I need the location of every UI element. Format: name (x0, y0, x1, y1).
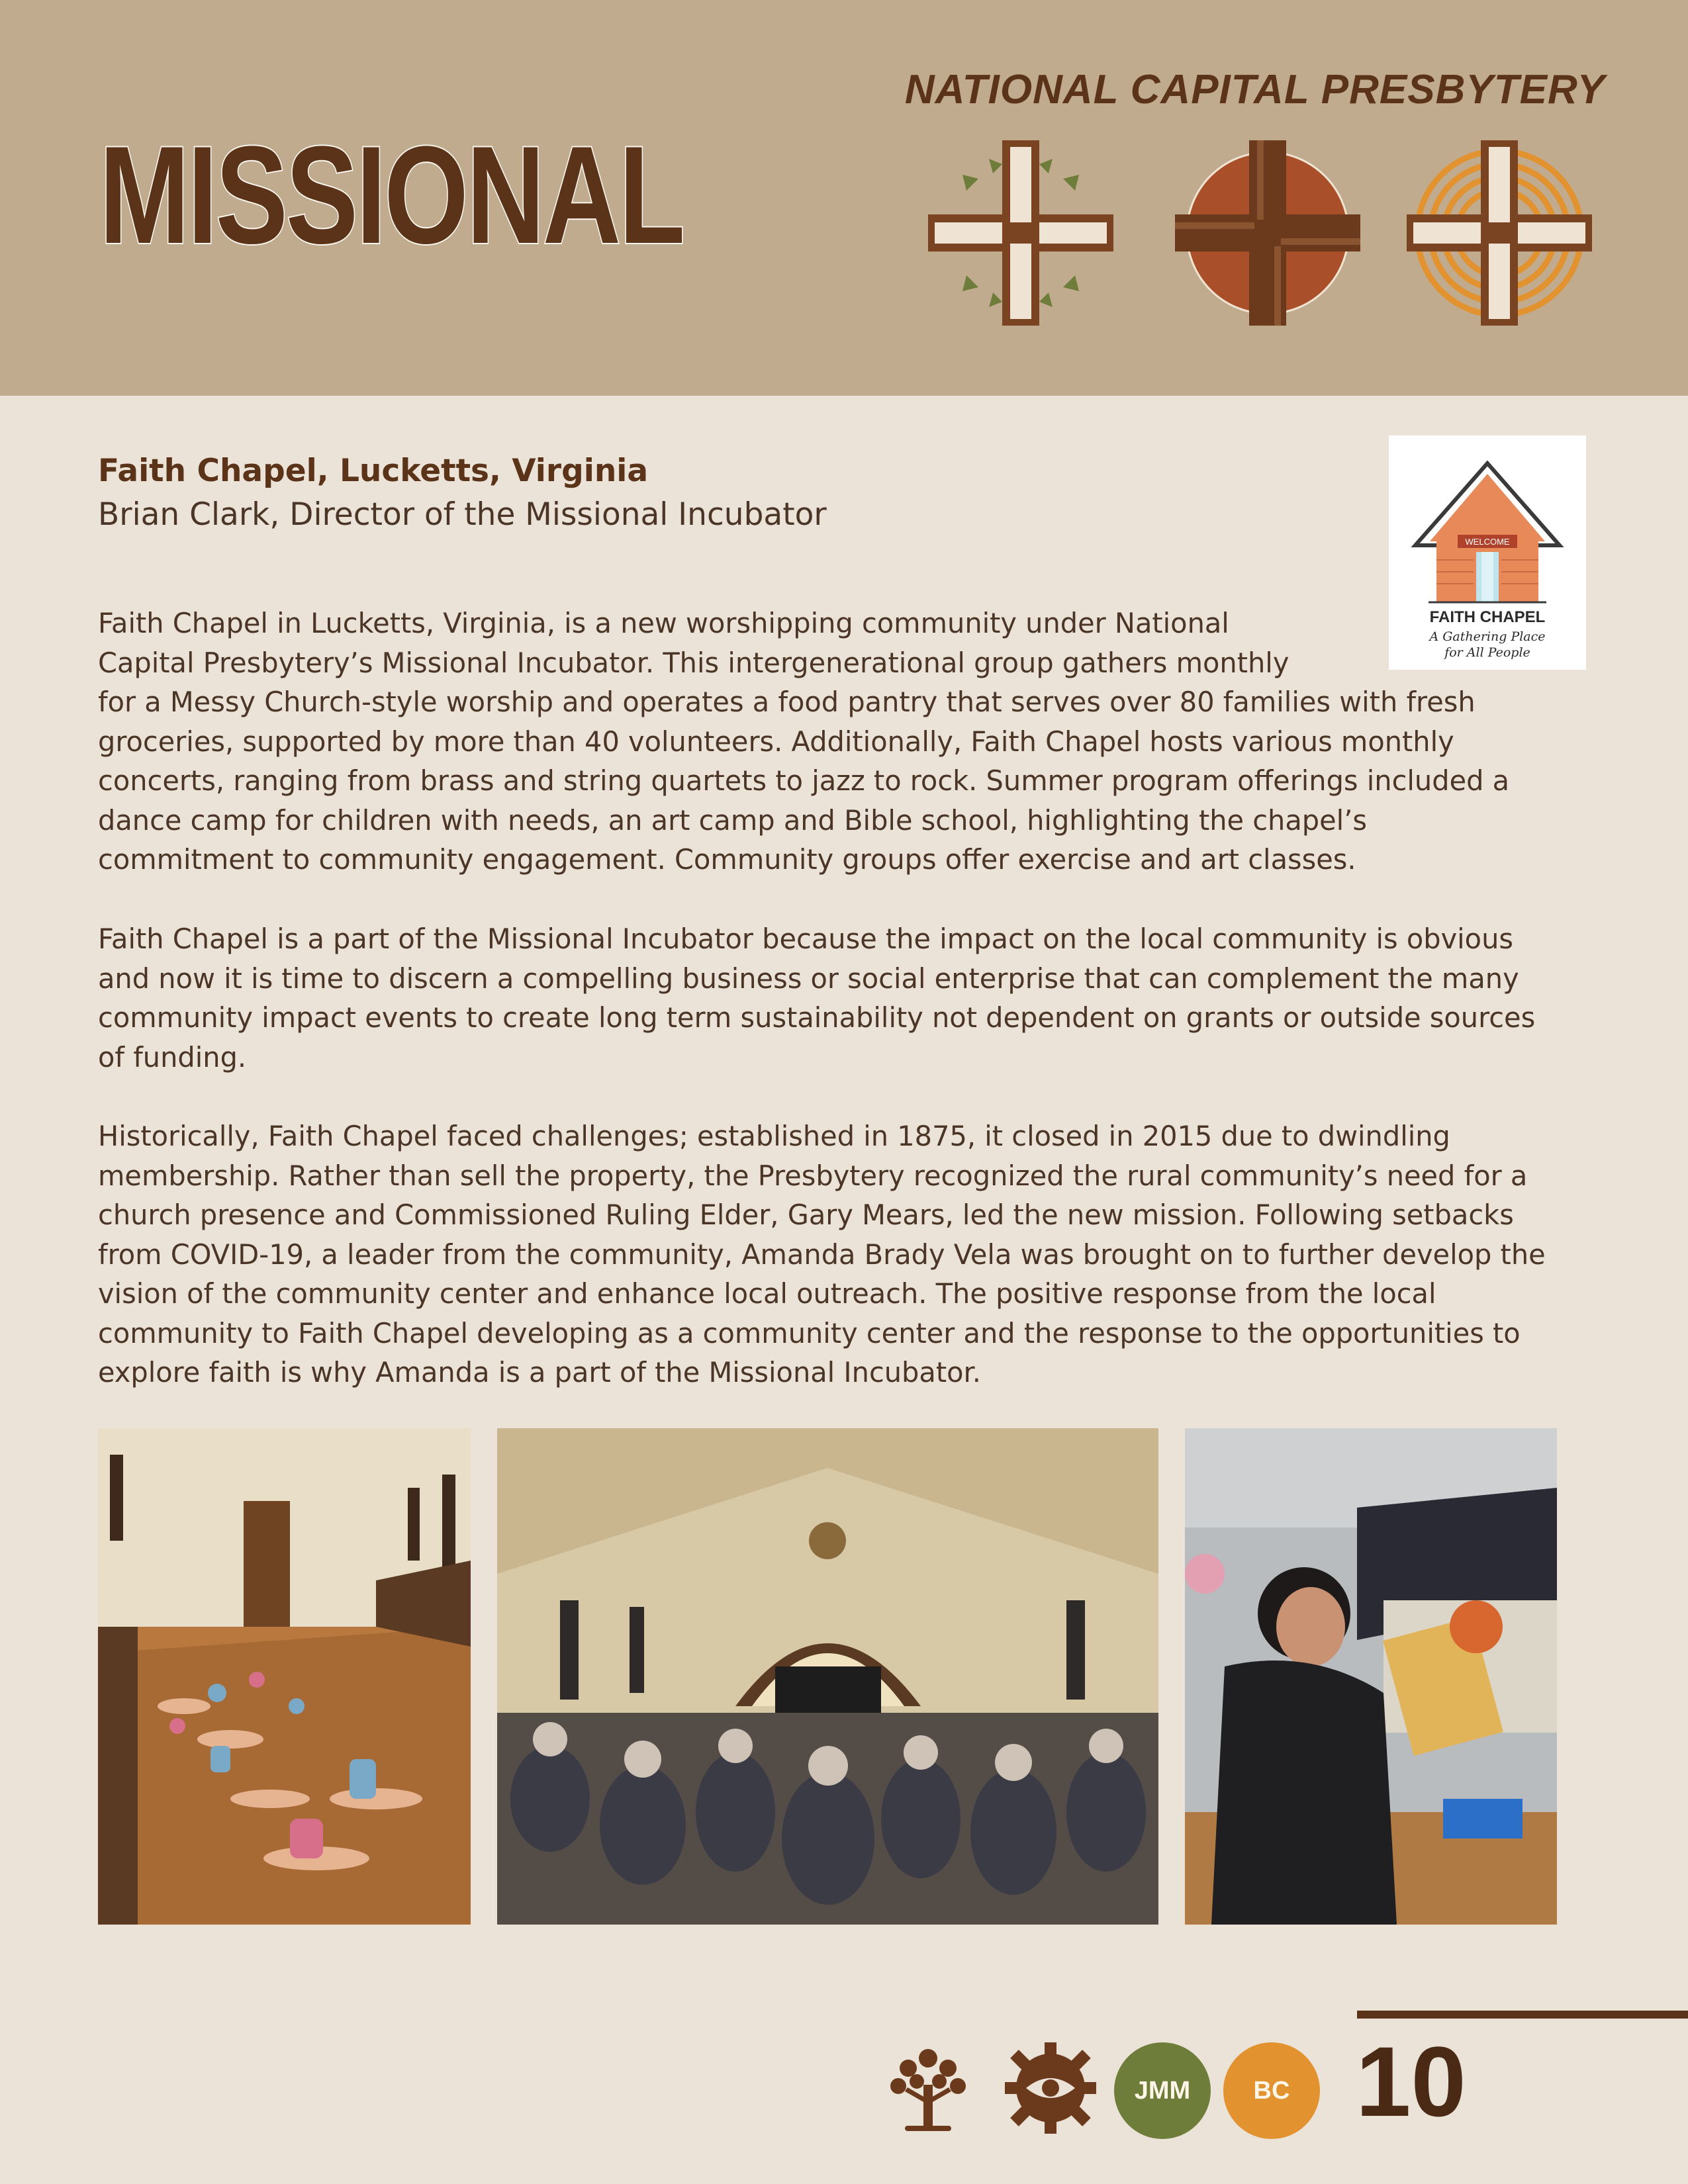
paragraph-line: concerts, ranging from brass and string quartets to jazz to rock. Summer program offerings included a (98, 764, 1510, 797)
paragraph-line: for a Messy Church-style worship and operates a food pantry that serves over 80 families with fresh (98, 686, 1476, 718)
paragraph-line: of funding. (98, 1040, 247, 1073)
paragraph-line: Capital Presbytery’s Missional Incubator. This intergenerational group gathers monthly (98, 646, 1289, 679)
logo-name: FAITH CHAPEL (1429, 608, 1546, 626)
paragraph-line: community impact events to create long term sustainability not dependent on grants or outside sources (98, 1001, 1536, 1034)
rust-circle-cross-icon (1175, 140, 1360, 326)
paragraph-line: groceries, supported by more than 40 volunteers. Additionally, Faith Chapel hosts various monthly (98, 725, 1454, 758)
badge-bc: BC (1223, 2042, 1320, 2139)
photo-concert (497, 1428, 1158, 1925)
paragraph-line: commitment to community engagement. Community groups offer exercise and art classes. (98, 843, 1356, 876)
article-heading: Faith Chapel, Lucketts, Virginia (98, 453, 649, 489)
organization-name: NATIONAL CAPITAL PRESBYTERY (904, 67, 1605, 113)
paragraph-line: from COVID-19, a leader from the community, Amanda Brady Vela was brought on to further develop the (98, 1238, 1546, 1271)
paragraph-line: church presence and Commissioned Ruling Elder, Gary Mears, led the new mission. Following setbacks (98, 1199, 1514, 1231)
paragraph-3 (98, 1116, 1587, 1392)
paragraph-line: Historically, Faith Chapel faced challenges; established in 1875, it closed in 2015 due to dwindling (98, 1120, 1450, 1152)
paragraph-line: Faith Chapel in Lucketts, Virginia, is a new worshipping community under National (98, 607, 1229, 639)
footer-rule (1357, 2011, 1688, 2019)
paragraph-1 (98, 604, 1587, 880)
paragraph-2 (98, 919, 1587, 1077)
badge-jmm: JMM (1114, 2042, 1211, 2139)
paragraph-line: Faith Chapel is a part of the Missional Incubator because the impact on the local community is obvious (98, 923, 1513, 955)
article-byline: Brian Clark, Director of the Missional Incubator (98, 496, 827, 533)
welcome-sign: WELCOME (1465, 537, 1510, 547)
paragraph-line: vision of the community center and enhance local outreach. The positive response from the local (98, 1277, 1436, 1310)
eye-gear-icon (1001, 2038, 1100, 2138)
photo-dance-camp (98, 1428, 471, 1925)
section-title: MISSIONAL (99, 117, 683, 273)
paragraph-line: and now it is time to discern a compelling business or social enterprise that can complement the many (98, 962, 1519, 995)
logo-tagline-2: for All People (1444, 645, 1530, 660)
paragraph-line: dance camp for children with needs, an art camp and Bible school, highlighting the chapel’s (98, 803, 1368, 837)
photo-art-class (1185, 1428, 1557, 1925)
paragraph-line: explore faith is why Amanda is a part of the Missional Incubator. (98, 1356, 981, 1388)
green-arrows-cross-icon (928, 140, 1113, 326)
page-number: 10 (1356, 2026, 1466, 2137)
paragraph-line: community to Faith Chapel developing as a community center and the response to the opportunities to (98, 1316, 1521, 1349)
orange-rings-cross-icon (1407, 140, 1592, 326)
logo-tagline-1: A Gathering Place (1429, 629, 1546, 644)
paragraph-line: membership. Rather than sell the property, the Presbytery recognized the rural community’s need for a (98, 1159, 1528, 1192)
tree-icon (878, 2038, 978, 2138)
